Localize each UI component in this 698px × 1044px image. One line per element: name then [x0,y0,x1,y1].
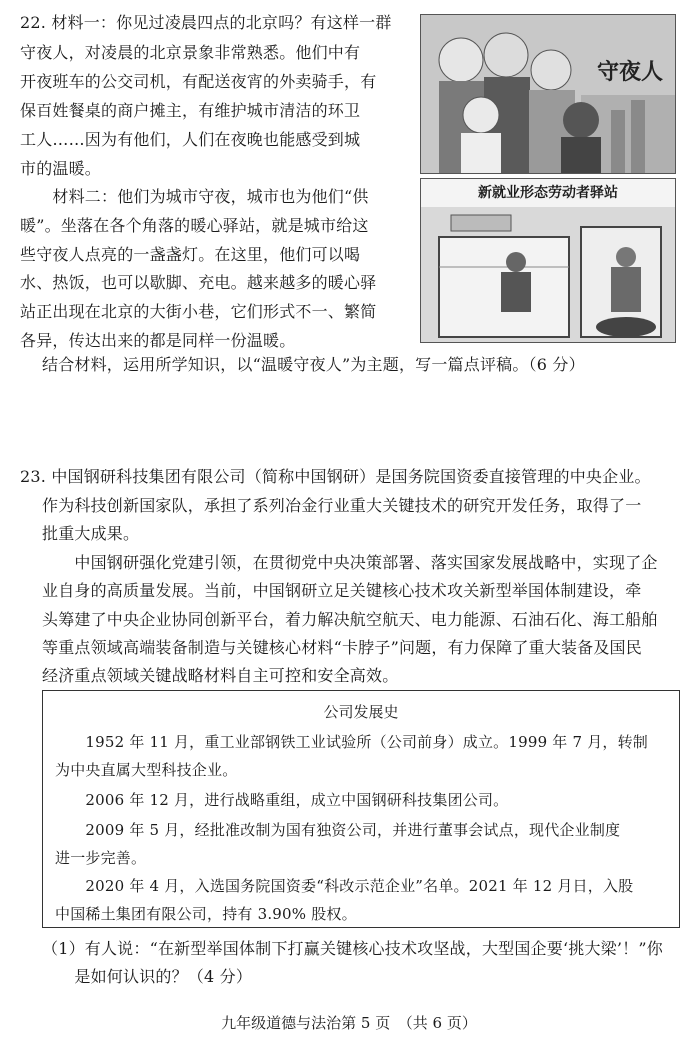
history-line: 中国稀土集团有限公司，持有 3.90% 股权。 [55,905,357,923]
q23-line: 23. 中国钢研科技集团有限公司（简称中国钢研）是国务院国资委直接管理的中央企业。 [20,467,651,486]
q22-line: 水、热饭，也可以歇脚、充电。越来越多的暖心驿 [20,273,377,292]
page-footer: 九年级道德与法治第 5 页 （共 6 页） [221,1014,477,1032]
q22-line: 工人……因为有他们，人们在夜晚也能感受到城 [20,130,361,149]
history-line: 进一步完善。 [55,849,147,867]
q23-line: 头筹建了中央企业协同创新平台，着力解决航空航天、电力能源、石油石化、海工船舶 [42,610,658,629]
q22-line: 市的温暖。 [20,159,102,178]
q23-line: 业自身的高质量发展。当前，中国钢研立足关键核心技术攻关新型举国体制建设，牵 [42,581,642,600]
worker-station-sign: 新就业形态劳动者驿站 [421,179,675,209]
q22-line: 材料二：他们为城市守夜，城市也为他们“供 [20,187,369,206]
history-line: 2020 年 4 月，入选国务院国资委“科改示范企业”名单。2021 年 12 月日，入股 [55,877,634,895]
q22-task: 结合材料，运用所学知识，以“温暖守夜人”为主题，写一篇点评稿。（6 分） [42,355,585,374]
night-guardians-illustration [421,15,675,173]
q23-line: 经济重点领域关键战略材料自主可控和安全高效。 [42,666,399,685]
history-line: 1952 年 11 月，重工业部钢铁工业试验所（公司前身）成立。1999 年 7 月，转制 [55,733,648,751]
history-line: 2006 年 12 月，进行战略重组，成立中国钢研科技集团公司。 [55,791,509,809]
q22-line: 些守夜人点亮的一盏盏灯。在这里，他们可以喝 [20,245,361,264]
company-history-title: 公司发展史 [323,703,399,721]
history-line: 2009 年 5 月，经批准改制为国有独资公司，并进行董事会试点，现代企业制度 [55,821,621,839]
worker-station-illustration [421,207,675,342]
night-guardians-image [420,14,676,174]
q22-line: 各异，传达出来的都是同样一份温暖。 [20,331,296,350]
q22-line: 开夜班车的公交司机，有配送夜宵的外卖骑手，有 [20,72,377,91]
q23-line: 批重大成果。 [42,524,140,543]
q23-line: 作为科技创新国家队，承担了系列冶金行业重大关键技术的研究开发任务，取得了一 [42,496,642,515]
q23-line: 中国钢研强化党建引领，在贯彻党中央决策部署、落实国家发展战略中，实现了企 [42,553,658,572]
q22-line: 站正出现在北京的大街小巷，它们形式不一、繁简 [20,302,377,321]
worker-station-image [420,178,676,343]
q22-line: 守夜人，对凌晨的北京景象非常熟悉。他们中有 [20,43,361,62]
company-history-box [42,690,680,928]
q22-line: 保百姓餐桌的商户摊主，有维护城市清洁的环卫 [20,101,361,120]
night-guardians-label: 守夜人 [596,60,663,85]
sub-question-line: 是如何认识的？（4 分） [42,967,253,986]
q22-line: 暖”。坐落在各个角落的暖心驿站，就是城市给这 [20,216,369,235]
sub-question-line: （1）有人说：“在新型举国体制下打赢关键核心技术攻坚战，大型国企要‘挑大梁’！”你 [42,939,663,958]
history-line: 为中央直属大型科技企业。 [55,761,238,779]
q22-line: 22. 材料一：你见过凌晨四点的北京吗？有这样一群 [20,13,392,32]
q23-line: 等重点领域高端装备制造与关键核心材料“卡脖子”问题，有力保障了重大装备及国民 [42,638,642,657]
